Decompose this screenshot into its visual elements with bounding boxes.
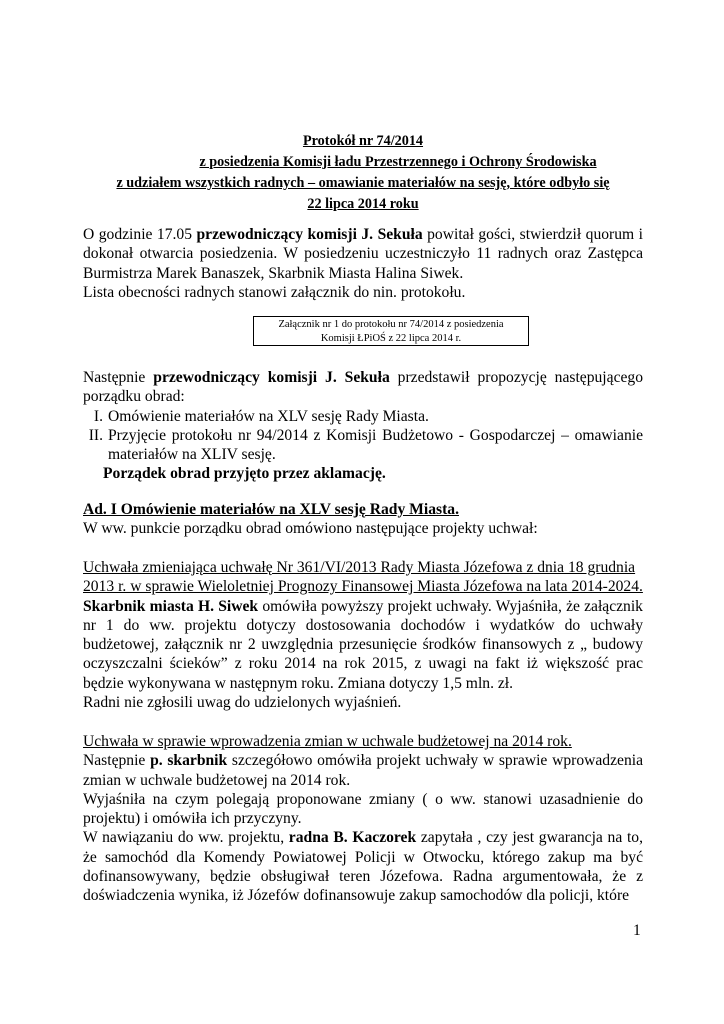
title-line-2: z posiedzenia Komisji ładu Przestrzennego i Ochrony Środowiska bbox=[199, 154, 597, 170]
agenda-section: Następnie przewodniczący komisji J. Sekuła przedstawił propozycję następującego porządku obrad: I. Omówienie materiałów na XLV sesję Rady Miasta. II. Przyjęcie protokołu nr 94/2014 z Komisji Budżetowo - Gospodarczej – omawianie materiałów na XLIV sesję. Porządek obrad przyjęto przez aklamację. bbox=[83, 369, 644, 483]
title-line-1: Protokół nr 74/2014 bbox=[302, 133, 424, 149]
attachment-box: Załącznik nr 1 do protokołu nr 74/2014 z posiedzenia Komisji ŁPiOŚ z 22 lipca 2014 r. bbox=[253, 316, 529, 346]
intro-paragraph: O godzinie 17.05 przewodniczący komisji J. Sekuła powitał gości, stwierdził quorum i dokonał otwarcia posiedzenia. W posiedzeniu uczestniczyło 11 radnych oraz Zastępca Burmistrza Marek Banaszek, Skarbnik Miasta Halina Siwek. Lista obecności radnych stanowi załącznik do nin. protokołu. bbox=[83, 226, 643, 301]
resolution-1: Uchwała zmieniająca uchwałę Nr 361/VI/2013 Rady Miasta Józefowa z dnia 18 grudnia 2013 r. w sprawie Wieloletniej Prognozy Finansowej Miasta Józefowa na lata 2014-2024. Skarbnik miasta H. Siwek omówiła powyższy projekt uchwały. Wyjaśniła, że załącznik nr 1 do ww. projektu dotyczy dostosowania dochodów i wydatków do uchwały budżetowej, załącznik nr 2 uwzględnia przesunięcie środków finansowych z „ budowy oczyszczalni ścieków” z roku 2014 na rok 2015, z uwagi na fakt iż większość prac będzie wykonywana w następnym roku. Zmiana dotyczy 1,5 mln. zł. Radni nie zgłosili uwag do udzielonych wyjaśnień. bbox=[83, 559, 643, 712]
agenda-list bbox=[83, 407, 643, 465]
title-line-3: z udziałem wszystkich radnych – omawianie materiałów na sesję, które odbyło się bbox=[116, 175, 610, 191]
councillor-name: radna B. Kaczorek bbox=[288, 829, 417, 847]
resolution-1-heading: Uchwała zmieniająca uchwałę Nr 361/VI/2013 Rady Miasta Józefowa z dnia 18 grudnia 2013 r. w sprawie Wieloletniej Prognozy Finansowej Miasta Józefowa na lata 2014-2024. bbox=[83, 559, 643, 596]
chairman-name: przewodniczący komisji J. Sekuła bbox=[196, 226, 423, 243]
resolution-2: Uchwała w sprawie wprowadzenia zmian w uchwale budżetowej na 2014 rok. Następnie p. skarbnik szczegółowo omówiła projekt uchwały w sprawie wprowadzenia zmian w uchwale budżetowej na 2014 rok. Wyjaśniła na czym polegają proponowane zmiany ( o ww. stanowi uzasadnienie do projektu) i omówiła ich przyczyny. W nawiązaniu do ww. projektu, radna B. Kaczorek zapytała , czy jest gwarancja na to, że samochód dla Komendy Powiatowej Policji w Otwocku, którego zakup ma być dofinansowywany, będzie obsługiwał teren Józefowa. Radna argumentowała, że z doświadczenia wynika, iż Józefów dofinansowuje zakup samochodów dla policji, które bbox=[83, 733, 643, 905]
agenda-item: I. Omówienie materiałów na XLV sesję Rady Miasta. bbox=[93, 407, 429, 425]
section-1-heading: Ad. I Omówienie materiałów na XLV sesję Rady Miasta. bbox=[83, 501, 459, 518]
section-1 bbox=[83, 500, 643, 539]
title-line-4: 22 lipca 2014 roku bbox=[307, 196, 419, 212]
resolution-2-heading: Uchwała w sprawie wprowadzenia zmian w uchwale budżetowej na 2014 rok. bbox=[83, 733, 572, 750]
attendance-note: Lista obecności radnych stanowi załącznik do nin. protokołu. bbox=[83, 283, 466, 301]
treasurer-name: Skarbnik miasta H. Siwek bbox=[83, 597, 259, 615]
section-1-intro: W ww. punkcie porządku obrad omówiono następujące projekty uchwał: bbox=[83, 520, 538, 538]
agenda-accepted: Porządek obrad przyjęto przez aklamację. bbox=[103, 465, 386, 483]
document-title bbox=[83, 131, 643, 215]
page-number: 1 bbox=[633, 922, 641, 939]
agenda-item: II. Przyjęcie protokołu nr 94/2014 z Komisji Budżetowo - Gospodarczej – omawianie materiałów na XLIV sesję. bbox=[88, 426, 643, 464]
